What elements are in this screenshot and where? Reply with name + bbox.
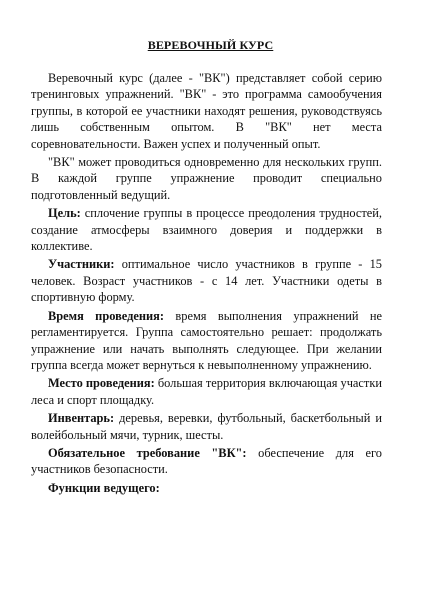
section-goal-label: Цель:: [48, 206, 81, 221]
section-participants-text: оптимальное число участников в группе - 15 человек. Возраст участников - с 14 лет. Участники одеты в спортивную форму.: [31, 257, 382, 305]
document-body: [31, 70, 382, 496]
intro-paragraph-2: "ВК" может проводиться одновременно для нескольких групп. В каждой группе упражнение проводит специально подготовленный ведущий.: [31, 155, 382, 202]
intro-paragraph-1: Веревочный курс (далее - "ВК") представляет собой серию тренинговых упражнений. "ВК" - это программа самообучения группы, в которой ее участники находят решения, руководствуясь лишь собственным опытом. В "ВК" нет места соревновательности. Важен успех и полученный опыт.: [31, 71, 382, 151]
section-requirement: [31, 445, 382, 478]
section-requirement-text: обеспечение для его участников безопасности.: [31, 445, 382, 477]
section-time-text: время выполнения упражнений не регламентируется. Группа самостоятельно решает: продолжать упражнение или начать выполнять следующее. При желании группа всегда может вернуться к невыполненному упражнению.: [31, 308, 382, 372]
section-requirement-label: Обязательное требование "ВК":: [48, 445, 247, 460]
section-participants-label: Участники:: [48, 257, 115, 272]
section-participants: [31, 256, 382, 305]
section-goal: [31, 205, 382, 254]
section-time: [31, 308, 382, 374]
section-place-text: большая территория включающая участки леса и спорт площадку.: [31, 376, 382, 407]
section-equipment-text: деревья, веревки, футбольный, баскетбольный и волейбольный мячи, турник, шесты.: [31, 411, 382, 442]
document-title: ВЕРЕВОЧНЫЙ КУРС: [147, 38, 274, 52]
section-equipment: [31, 410, 382, 443]
section-goal-text: сплочение группы в процессе преодоления трудностей, создание атмосферы взаимного доверия и поддержки в коллективе.: [31, 206, 382, 254]
section-time-label: Время проведения:: [48, 308, 165, 323]
section-place: [31, 375, 382, 408]
section-equipment-label: Инвентарь:: [48, 411, 115, 426]
section-place-label: Место проведения:: [48, 376, 155, 391]
leader-functions-heading: Функции ведущего:: [48, 480, 160, 495]
